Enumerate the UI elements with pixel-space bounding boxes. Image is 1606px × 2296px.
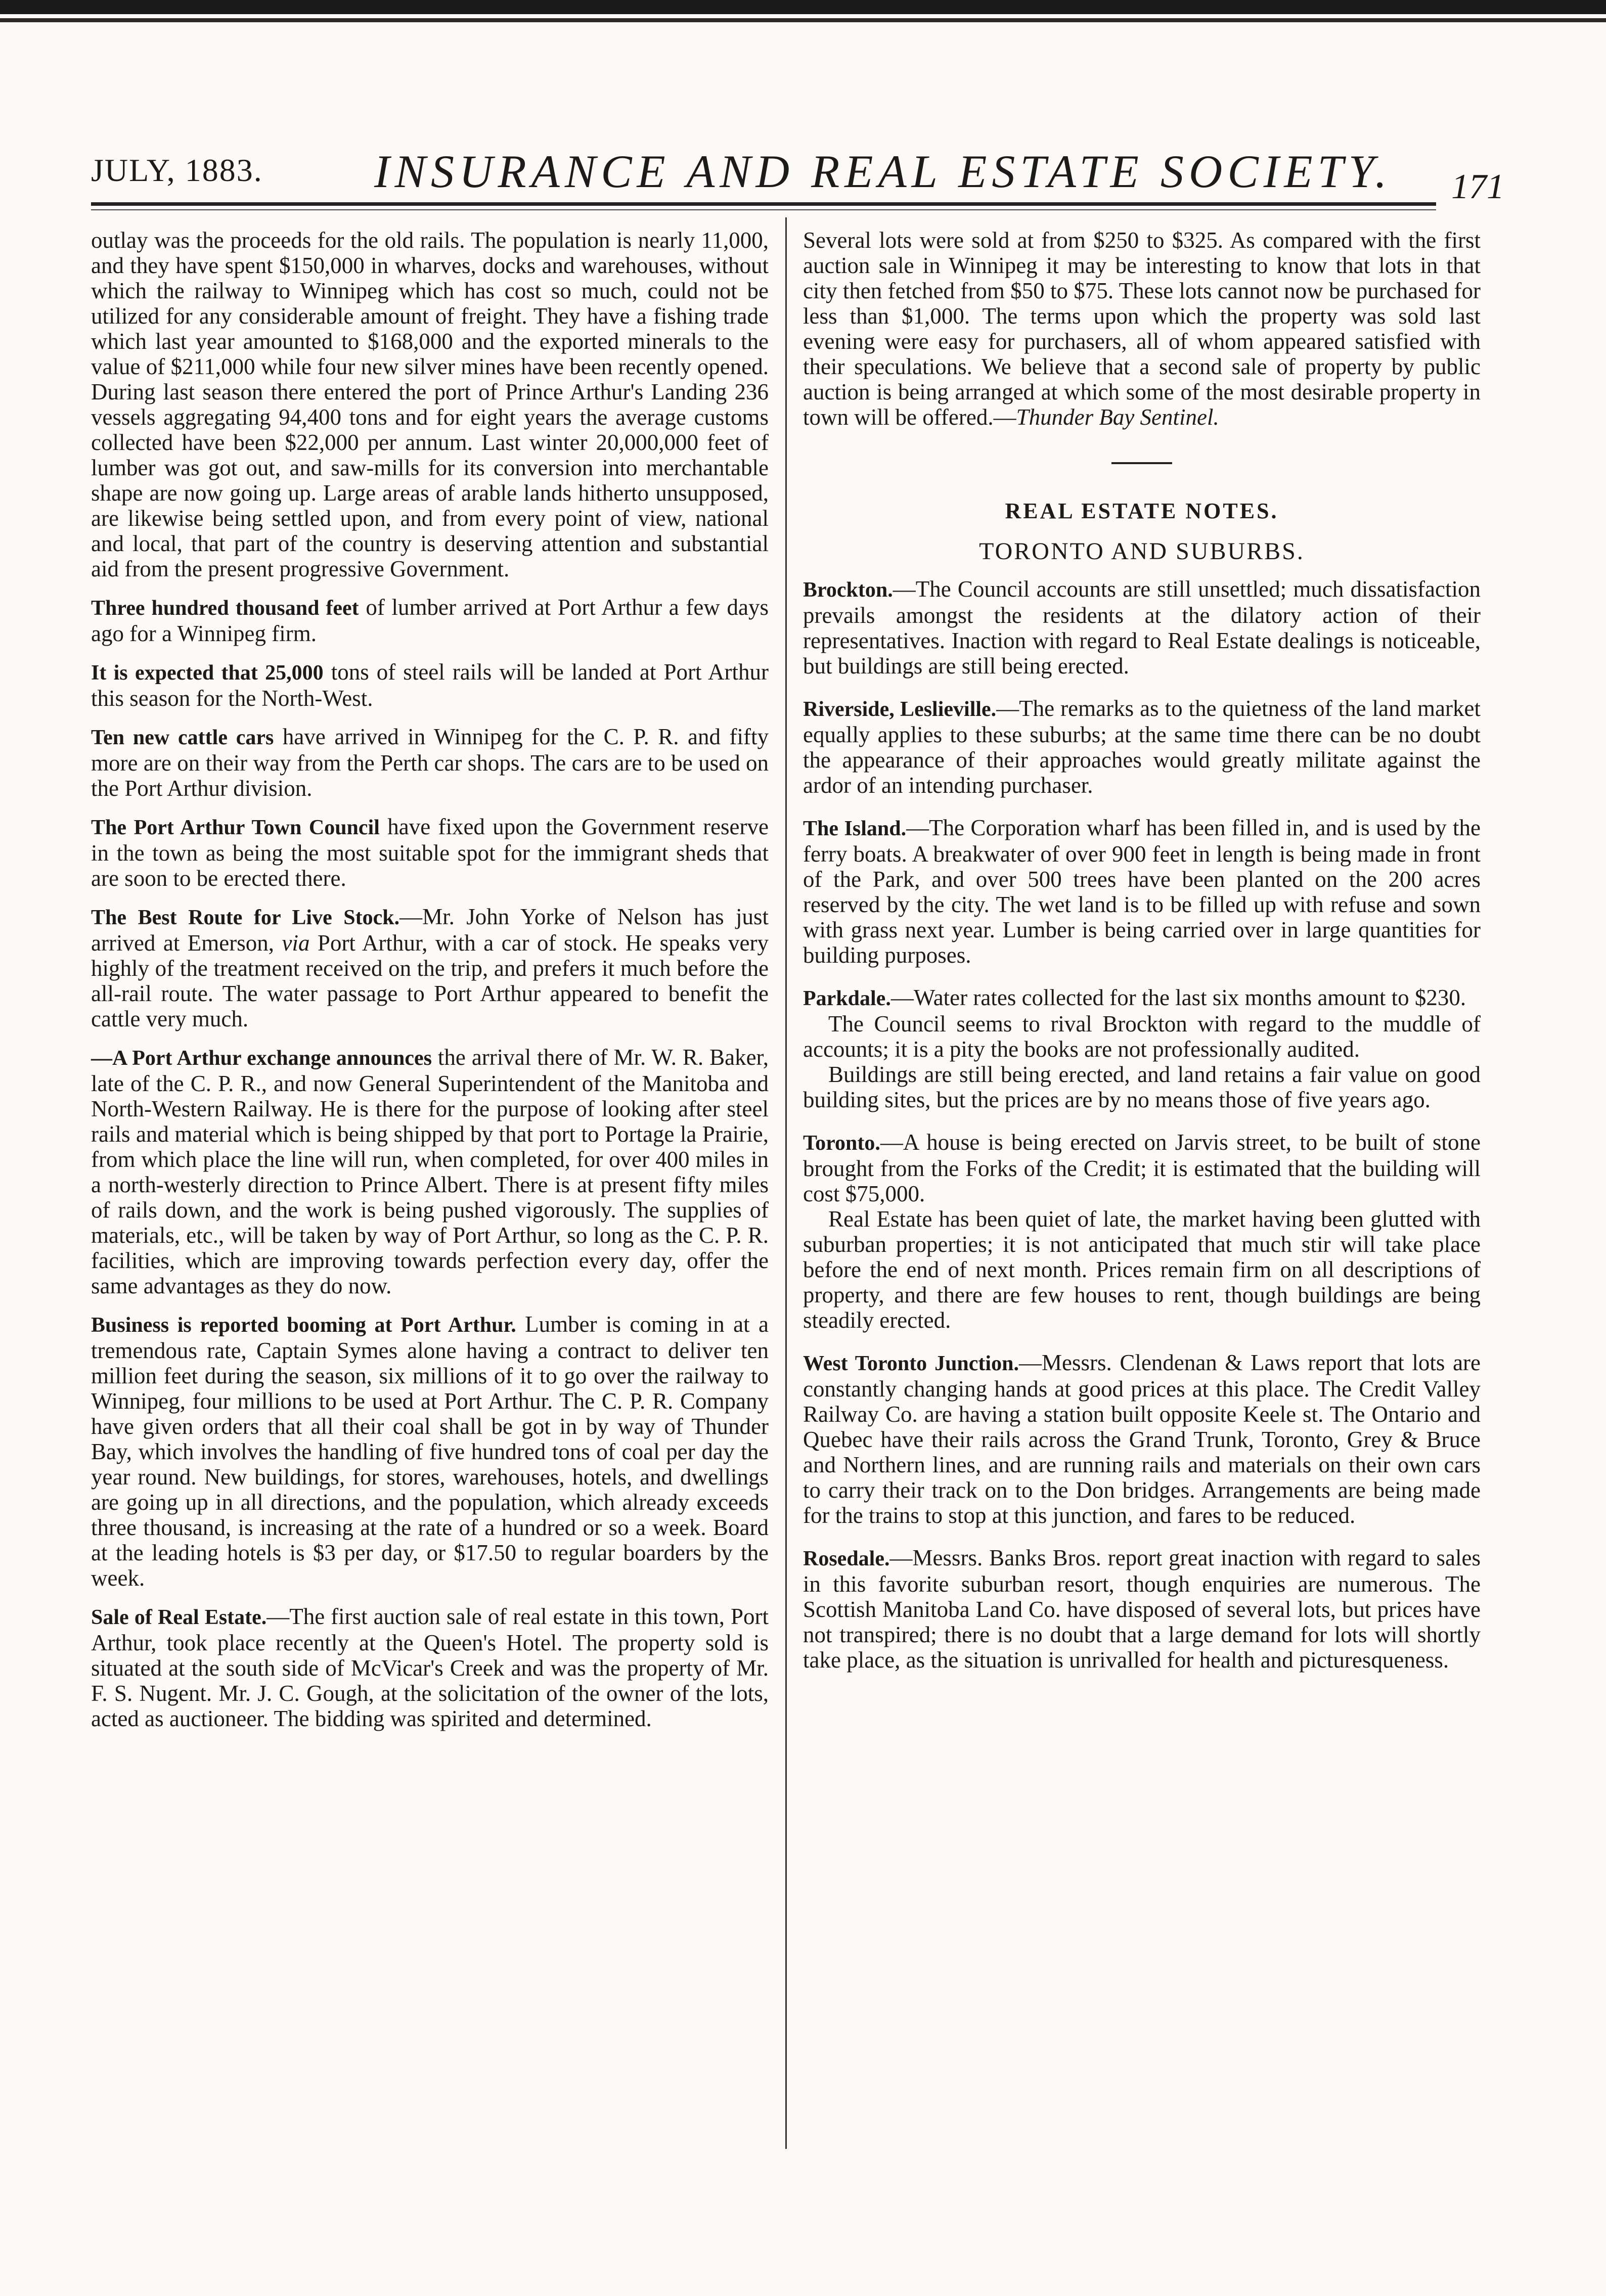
item-lead: Business is reported booming at Port Arthur. — [91, 1314, 516, 1337]
news-item-sale — [91, 1604, 769, 1731]
note-brockton — [803, 576, 1481, 679]
item-lead: Rosedale. — [803, 1547, 890, 1570]
sub-heading: TORONTO AND SUBURBS. — [979, 538, 1305, 565]
news-item-lumber — [91, 595, 769, 646]
note-toronto — [803, 1130, 1481, 1206]
item-text: have arrived in Winnipeg for the C. P. R. and fifty more are on their way from the Perth car shops. The cars are to be used on the Port Arthur division. — [91, 724, 769, 801]
item-text: Lumber is coming in at a tremendous rate, Captain Symes alone having a contract to deliver ten million feet during the season, six millions of it to go over the railway to Winnipeg, four millions to be used at Port Arthur. The C. P. R. Company have given orders that all their coal shall be got in by way of Thunder Bay, which involves the handling of five hundred tons of coal per day the year round. New buildings, for stores, warehouses, hotels, and dwellings are going up in all directions, and the population, which already exceeds three thousand, is increasing at the rate of a hundred or so a week. Board at the leading hotels is $3 per day, or $17.50 to regular boarders by the week. — [91, 1312, 769, 1591]
item-lead: The Island. — [803, 817, 907, 840]
section-divider — [1111, 462, 1172, 464]
top-border-thin — [0, 18, 1606, 22]
section-heading: REAL ESTATE NOTES. — [1005, 499, 1279, 523]
item-lead: It is expected that 25,000 — [91, 661, 324, 685]
article-paragraph: outlay was the proceeds for the old rails. The population is nearly 11,000, and they have spent $150,000 in wharves, docks and warehouses, without which the railway to Winnipeg which has cost so much, could not be utilized for any considerable amount of freight. They have a fishing trade which last year amounted to $168,000 and the exported minerals to the value of $211,000 while four new silver mines have been recently opened. During last season there entered the port of Prince Arthur's Landing 236 vessels aggregating 94,400 tons and for eight years the average customs collected have been $22,000 per annum. Last winter 20,000,000 feet of lumber was got out, and saw-mills for its conversion into merchantable shape are now going up. Large areas of arable lands hitherto unsupposed, are likewise being settled upon, and from every point of view, national and local, that part of the country is deserving attention and substantial aid from the present progressive Government. — [91, 228, 769, 581]
item-text: —The Council accounts are still unsettled; much dissatisfaction prevails amongst the residents at the dilatory action of their representatives. Inaction with regard to Real Estate dealings is noticeable, but buildings are still being erected. — [803, 576, 1481, 679]
item-italic: via — [282, 930, 310, 956]
source-credit: Thunder Bay Sentinel. — [1016, 404, 1219, 430]
page-number: 171 — [1451, 167, 1504, 206]
item-lead: Parkdale. — [803, 987, 891, 1010]
left-column — [91, 228, 769, 1744]
note-island — [803, 815, 1481, 968]
news-item-steel-rails — [91, 659, 769, 711]
note-toronto-2: Real Estate has been quiet of late, the market having been glutted with suburban properties; it is not anticipated that much stir will take place before the end of next month. Prices remain firm on all descriptions of property, and there are few houses to rent, though buildings are being steadily erected. — [803, 1206, 1481, 1333]
news-item-exchange — [91, 1045, 769, 1298]
note-west-toronto — [803, 1350, 1481, 1528]
item-text: tons of steel rails will be landed at Port Arthur this season for the North-West. — [91, 659, 769, 711]
item-text: Port Arthur, with a car of stock. He speaks very highly of the treatment received on the trip, and prefers it much before the all-rail route. The water passage to Port Arthur appeared to benefit the cattle very much. — [91, 930, 769, 1031]
item-lead: Ten new cattle cars — [91, 726, 274, 749]
note-rosedale — [803, 1545, 1481, 1673]
item-lead: The Port Arthur Town Council — [91, 816, 380, 839]
note-parkdale-3: Buildings are still being erected, and land retains a fair value on good building sites, but the prices are by no means those of five years ago. — [803, 1062, 1481, 1112]
note-parkdale — [803, 985, 1481, 1011]
item-lead: —A Port Arthur exchange announces — [91, 1047, 432, 1070]
item-text: the arrival there of Mr. W. R. Baker, late of the C. P. R., and now General Superintendent of the Manitoba and North-Western Railway. He is there for the purpose of looking after steel rails and material which is being shipped by that port to Portage la Prairie, from which place the line will run, when completed, for over 400 miles in a north-westerly direction to Prince Albert. There is at present fifty miles of rails down, and the work is being pushed vigorously. The supplies of materials, etc., will be taken by way of Port Arthur, so long as the C. P. R. facilities, which are improving towards perfection every day, offer the same advantages as they do now. — [91, 1045, 769, 1298]
item-lead: West Toronto Junction. — [803, 1352, 1019, 1375]
item-text: have fixed upon the Government reserve in the town as being the most suitable spot for the immigrant sheds that are soon to be erected there. — [91, 814, 769, 891]
header-rule-thin — [91, 209, 1436, 210]
item-lead: The Best Route for Live Stock. — [91, 906, 400, 929]
item-text: —A house is being erected on Jarvis street, to be built of stone brought from the Forks of the Credit; it is estimated that the building will cost $75,000. — [803, 1130, 1481, 1206]
item-text: —Messrs. Banks Bros. report great inaction with regard to sales in this favorite suburban resort, though enquiries are numerous. The Scottish Manitoba Land Co. have disposed of several lots, but prices have not transpired; there is no doubt that a large demand for lots will shortly take place, as the situation is unrivalled for health and picturesqueness. — [803, 1545, 1481, 1673]
page-header — [91, 142, 1504, 206]
sale-continuation — [803, 228, 1481, 430]
item-lead: Riverside, Leslieville. — [803, 698, 997, 721]
item-lead: Sale of Real Estate. — [91, 1606, 267, 1629]
issue-date: JULY, 1883. — [91, 152, 263, 188]
news-item-cattle-cars — [91, 724, 769, 801]
item-text: Several lots were sold at from $250 to $325. As compared with the first auction sale in Winnipeg it may be interesting to know that lots in that city then fetched from $50 to $75. These lots cannot now be purchased for less than $1,000. The terms upon which the property was sold last evening were easy for purchasers, all of whom appeared satisfied with their speculations. We believe that a second sale of property by public auction is being arranged at which some of the most desirable property in town will be offered.— — [803, 228, 1481, 430]
item-text: —The Corporation wharf has been filled in, and is used by the ferry boats. A breakwater of over 900 feet in length is being made in front of the Park, and over 500 trees have been planted on the 200 acres reserved by the city. The wet land is to be filled up with refuse and sown with grass next year. Lumber is being carried over in large quantities for building purposes. — [803, 815, 1481, 968]
news-item-booming — [91, 1312, 769, 1591]
item-text: —The first auction sale of real estate in this town, Port Arthur, took place recently at the Queen's Hotel. The property sold is situated at the south side of McVicar's Creek and was the property of Mr. F. S. Nugent. Mr. J. C. Gough, at the solicitation of the owner of the lots, acted as auctioneer. The bidding was spirited and determined. — [91, 1604, 769, 1731]
item-lead: Toronto. — [803, 1132, 880, 1155]
header-rule — [91, 202, 1436, 206]
note-riverside — [803, 696, 1481, 798]
column-divider — [785, 217, 787, 2149]
news-item-town-council — [91, 814, 769, 891]
publication-title: INSURANCE AND REAL ESTATE SOCIETY. — [374, 146, 1392, 197]
news-item-live-stock — [91, 904, 769, 1031]
item-text: of lumber arrived at Port Arthur a few days ago for a Winnipeg firm. — [91, 595, 769, 646]
top-border — [0, 0, 1606, 14]
right-column — [803, 228, 1481, 1686]
item-text: —Mr. John Yorke of Nelson has just arrived at Emerson, — [91, 904, 769, 956]
item-text: —Messrs. Clendenan & Laws report that lots are constantly changing hands at good prices at this place. The Credit Valley Railway Co. are having a station built opposite Keele st. The Ontario and Quebec have their rails across the Grand Trunk, Toronto, Grey & Bruce and Northern lines, and are running rails and materials on their own cars to carry their track on to the Don bridges. Arrangements are being made for the trains to stop at this junction, and fares to be reduced. — [803, 1350, 1481, 1528]
item-text: —The remarks as to the quietness of the land market equally applies to these suburbs; at the same time there can be no doubt the appearance of their approaches would greatly militate against the ardor of an intending purchaser. — [803, 696, 1481, 798]
item-text: —Water rates collected for the last six months amount to $230. — [890, 985, 1466, 1010]
item-lead: Three hundred thousand feet — [91, 597, 359, 620]
note-parkdale-2: The Council seems to rival Brockton with regard to the muddle of accounts; it is a pity the books are not professionally audited. — [803, 1011, 1481, 1062]
item-lead: Brockton. — [803, 578, 893, 602]
